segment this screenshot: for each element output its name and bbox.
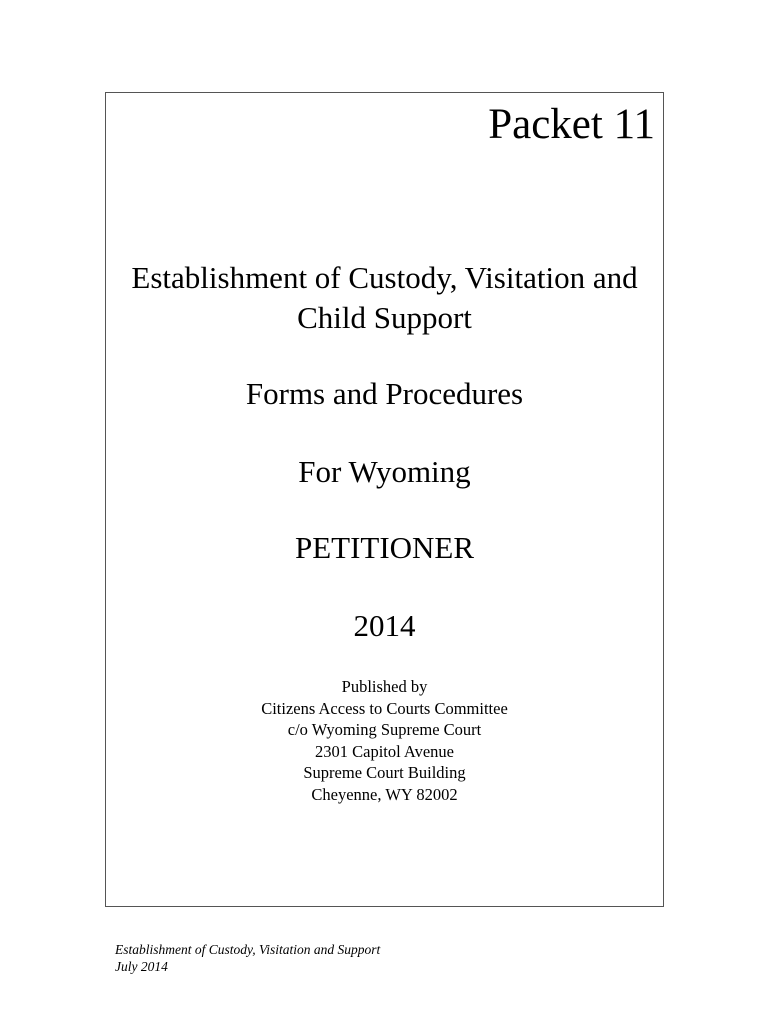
page-footer — [115, 941, 380, 975]
role-subtitle: PETITIONER — [294, 530, 475, 565]
publisher-line-2: Citizens Access to Courts Committee — [261, 698, 508, 718]
publisher-line-6: Cheyenne, WY 82002 — [311, 784, 458, 804]
publisher-line-4: 2301 Capitol Avenue — [314, 741, 454, 761]
title-line-1: Establishment of Custody, Visitation and — [131, 260, 638, 295]
document-title — [106, 258, 663, 338]
packet-title: Packet 11 — [488, 101, 655, 148]
forms-subtitle: Forms and Procedures — [245, 376, 524, 411]
footer-date: July 2014 — [115, 959, 168, 974]
publisher-line-5: Supreme Court Building — [303, 763, 466, 782]
year-subtitle: 2014 — [353, 608, 416, 643]
title-line-2: Child Support — [297, 300, 472, 335]
cover-frame — [105, 92, 664, 907]
publisher-line-1: Published by — [341, 677, 428, 696]
footer-title: Establishment of Custody, Visitation and Support — [115, 942, 381, 957]
publisher-line-3: c/o Wyoming Supreme Court — [287, 720, 482, 739]
publisher-block — [106, 676, 663, 805]
state-subtitle: For Wyoming — [298, 454, 471, 489]
